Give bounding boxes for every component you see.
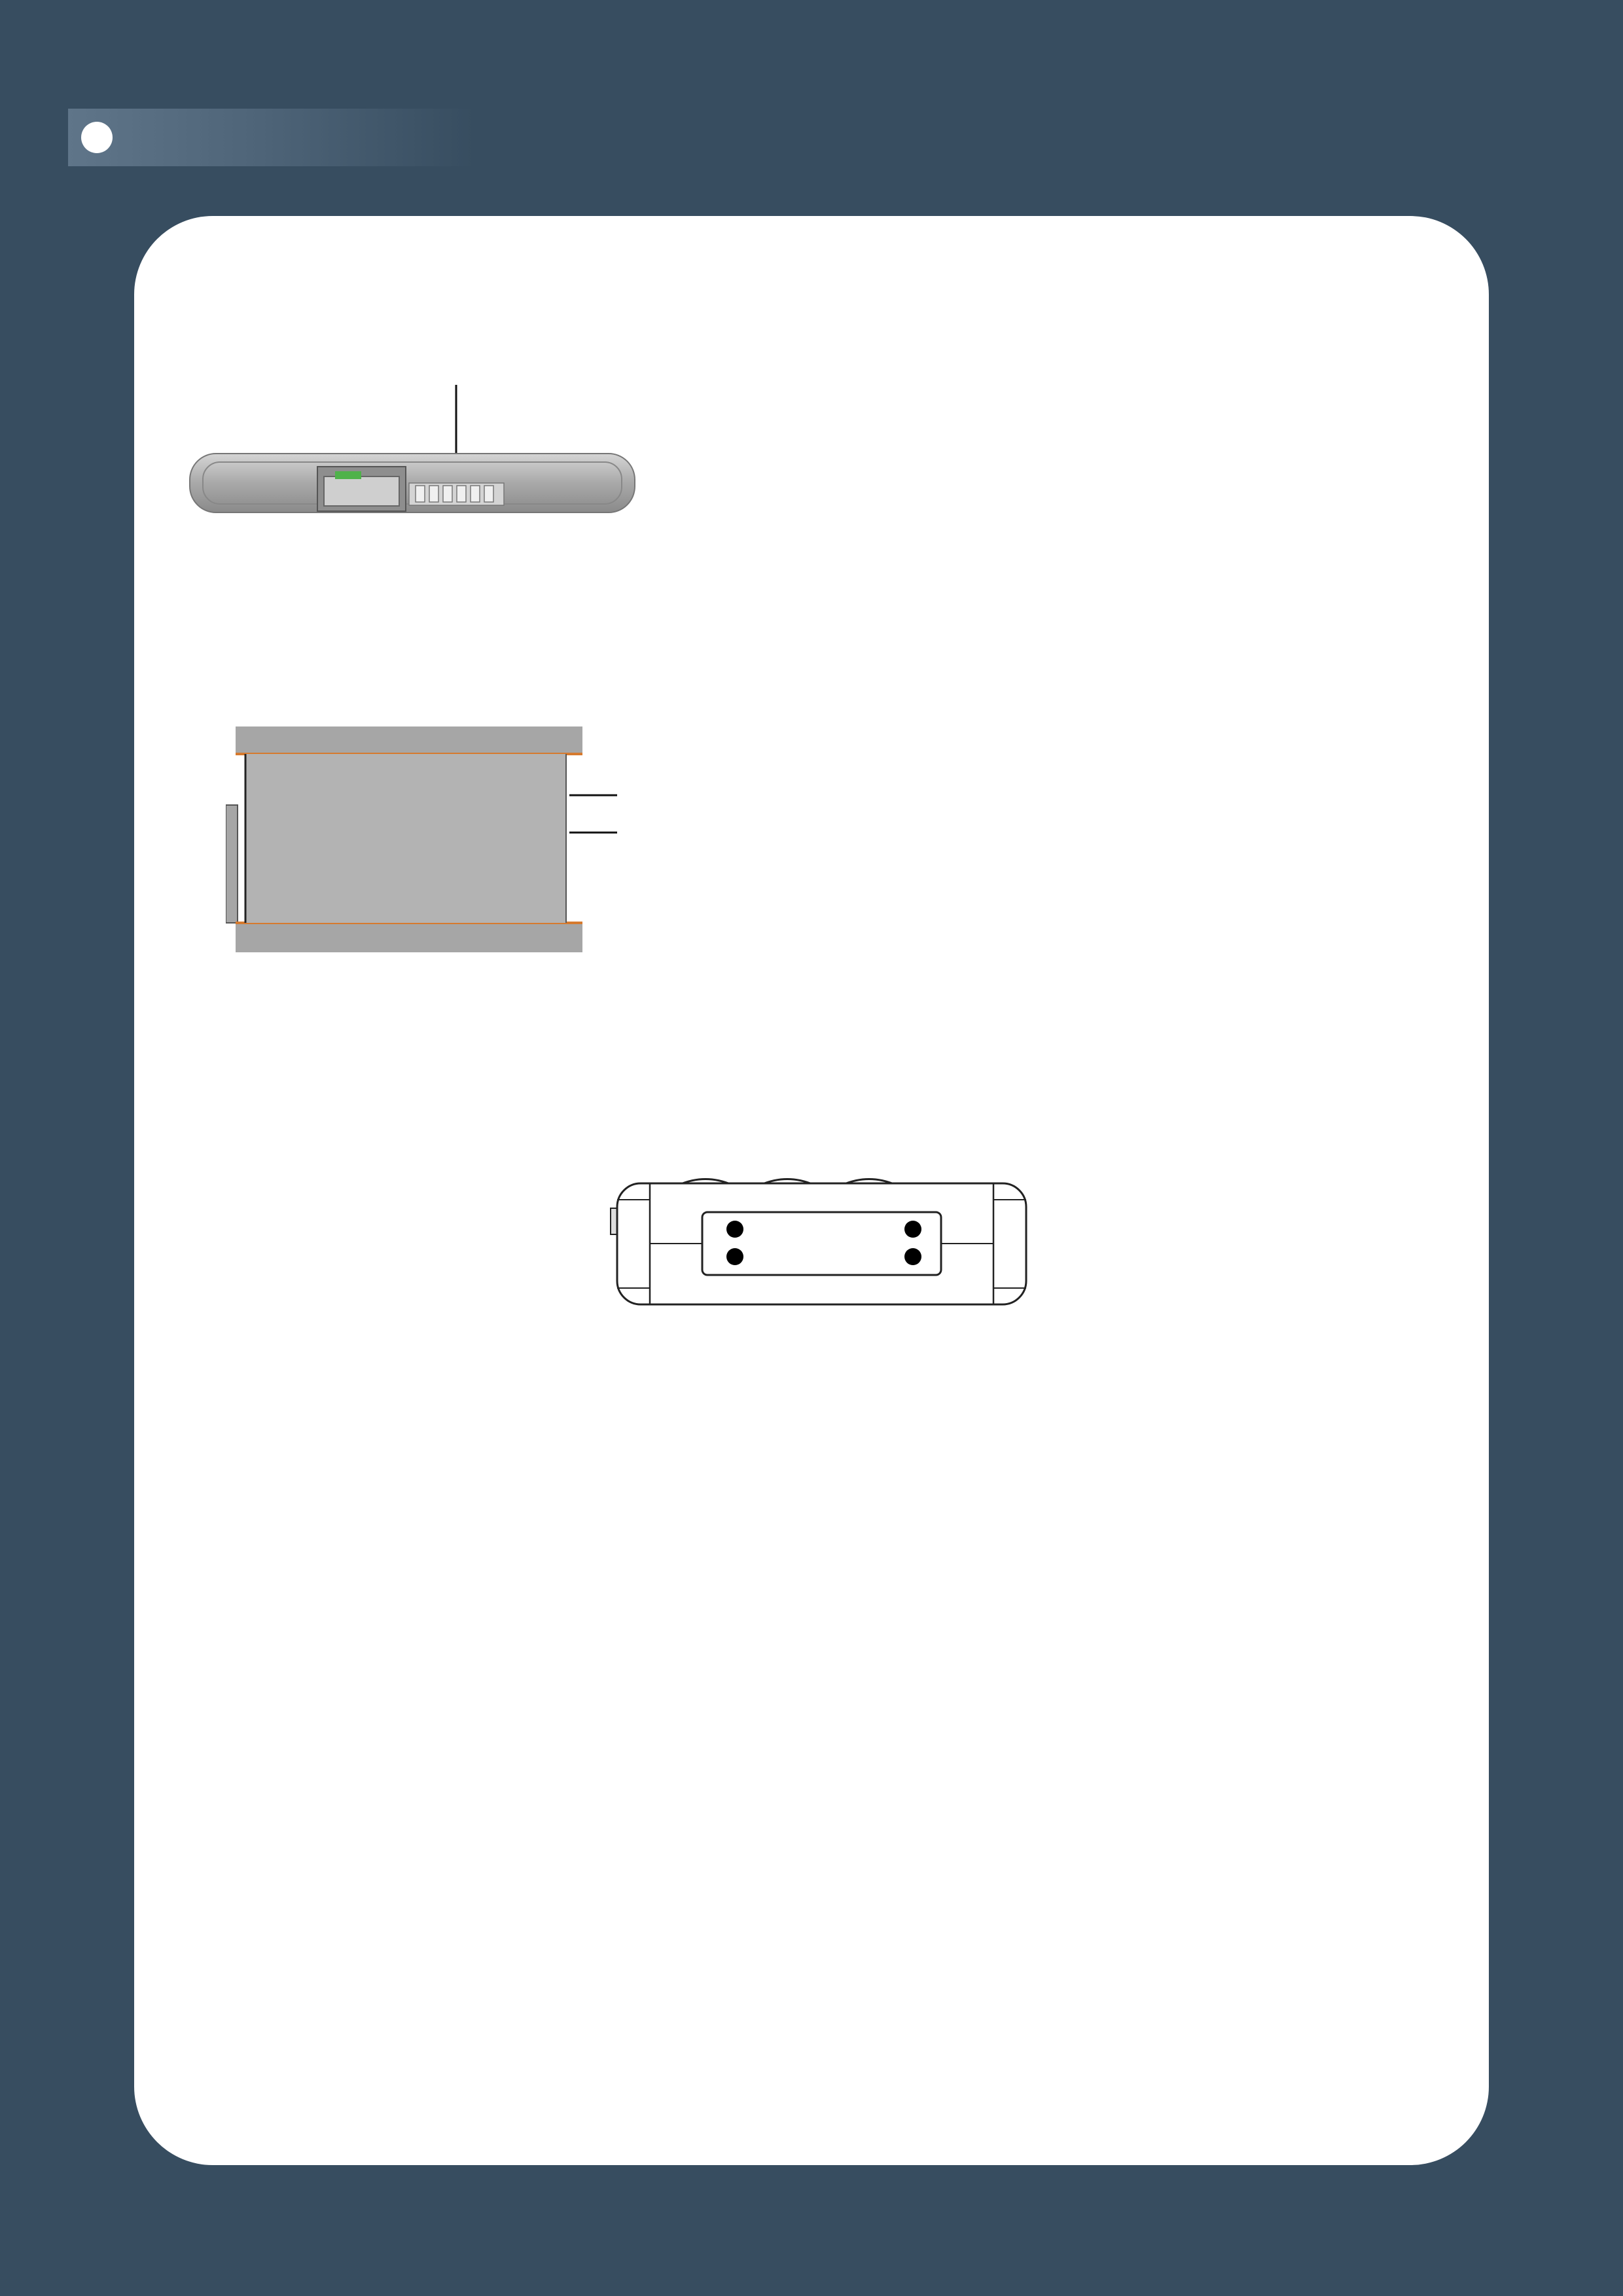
bullet-icon xyxy=(81,122,113,153)
section-header xyxy=(68,109,474,166)
dip-switch-diagram xyxy=(226,726,645,956)
control-box-illustration xyxy=(183,385,641,516)
content-card xyxy=(134,216,1489,2165)
display-unit-illustration xyxy=(604,1170,1036,1314)
